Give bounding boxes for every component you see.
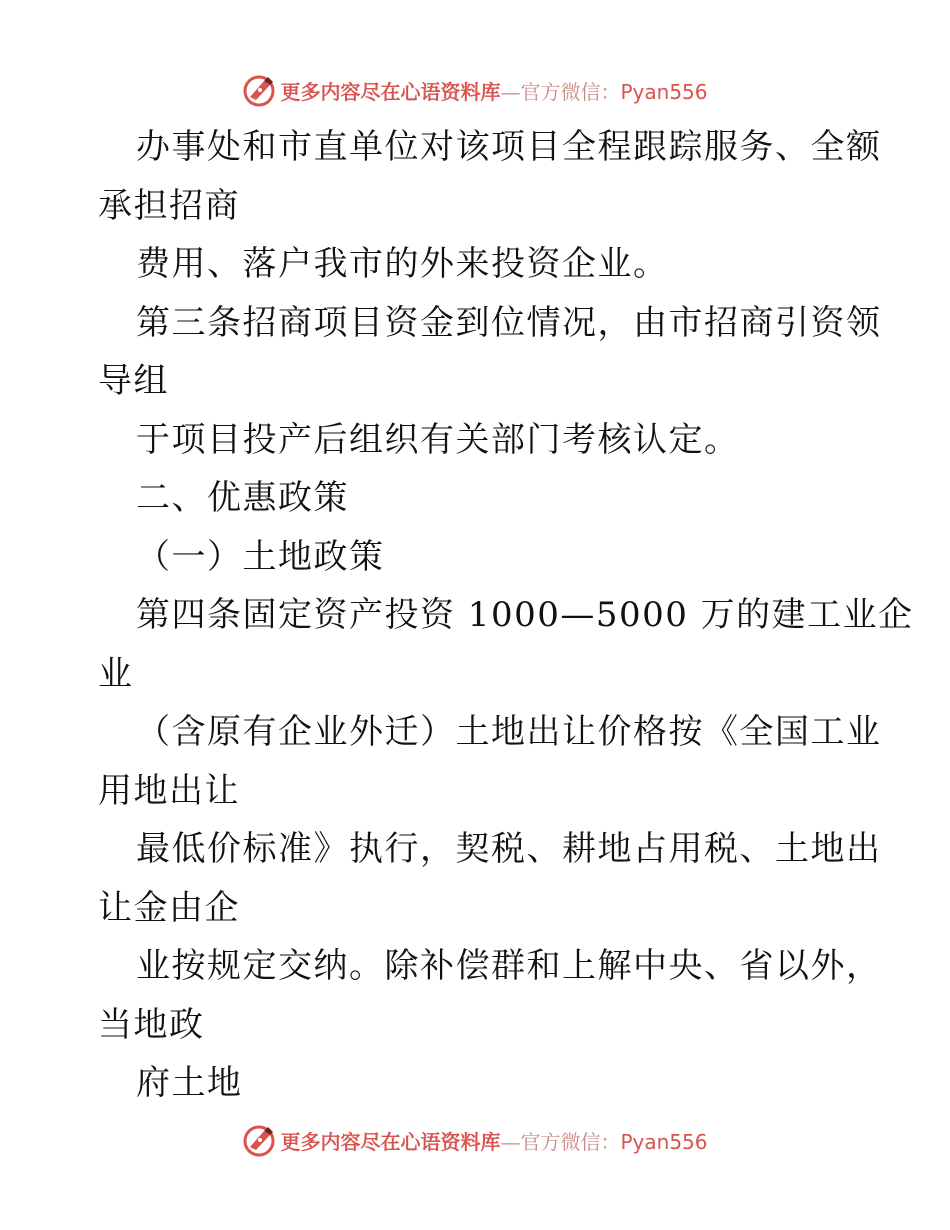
watermark-text xyxy=(280,76,707,105)
paragraph-line: 业 xyxy=(98,653,134,694)
watermark-brand: 更多内容尽在心语资料库 xyxy=(280,1129,501,1154)
paragraph-line: 让金由企 xyxy=(98,887,240,928)
watermark-dash: — xyxy=(500,79,521,104)
pen-nib-logo-icon xyxy=(242,1123,276,1157)
header-watermark xyxy=(0,70,950,110)
paragraph-line: 二、优惠政策 xyxy=(136,478,349,518)
footer-watermark xyxy=(0,1120,950,1160)
paragraph-line: 办事处和市直单位对该项目全程跟踪服务、全额 xyxy=(136,127,882,167)
paragraph-line: 府土地 xyxy=(136,1063,243,1103)
paragraph-line: 导组 xyxy=(98,361,169,401)
paragraph-line: 业按规定交纳。除补偿群和上解中央、省以外， xyxy=(136,946,882,986)
paragraph-line: 最低价标准》执行，契税、耕地占用税、土地出 xyxy=(136,829,882,869)
paragraph-line: 承担招商 xyxy=(98,185,240,226)
watermark-text xyxy=(280,1126,707,1155)
watermark-handle: Pyan556 xyxy=(620,1129,708,1154)
paragraph-line: 用地出让 xyxy=(98,770,240,811)
document-body xyxy=(98,118,914,1113)
watermark-group xyxy=(242,73,707,107)
paragraph-line: 当地政 xyxy=(98,1004,205,1045)
paragraph-line: （一）土地政策 xyxy=(136,536,385,577)
watermark-dash: — xyxy=(500,1129,521,1154)
pen-nib-logo-icon xyxy=(242,73,276,107)
paragraph-line: 费用、落户我市的外来投资企业。 xyxy=(136,244,669,284)
watermark-label: 官方微信： xyxy=(520,79,621,104)
paragraph-line: 第四条固定资产投资 1000—5000 万的建工业企 xyxy=(136,595,914,635)
paragraph-line: 于项目投产后组织有关部门考核认定。 xyxy=(136,419,740,460)
watermark-group xyxy=(242,1123,707,1157)
paragraph-line: （含原有企业外迁）土地出让价格按《全国工业 xyxy=(136,712,882,752)
watermark-label: 官方微信： xyxy=(520,1129,621,1154)
paragraph-line: 第三条招商项目资金到位情况，由市招商引资领 xyxy=(136,302,882,343)
watermark-brand: 更多内容尽在心语资料库 xyxy=(280,79,501,104)
watermark-handle: Pyan556 xyxy=(620,79,708,104)
